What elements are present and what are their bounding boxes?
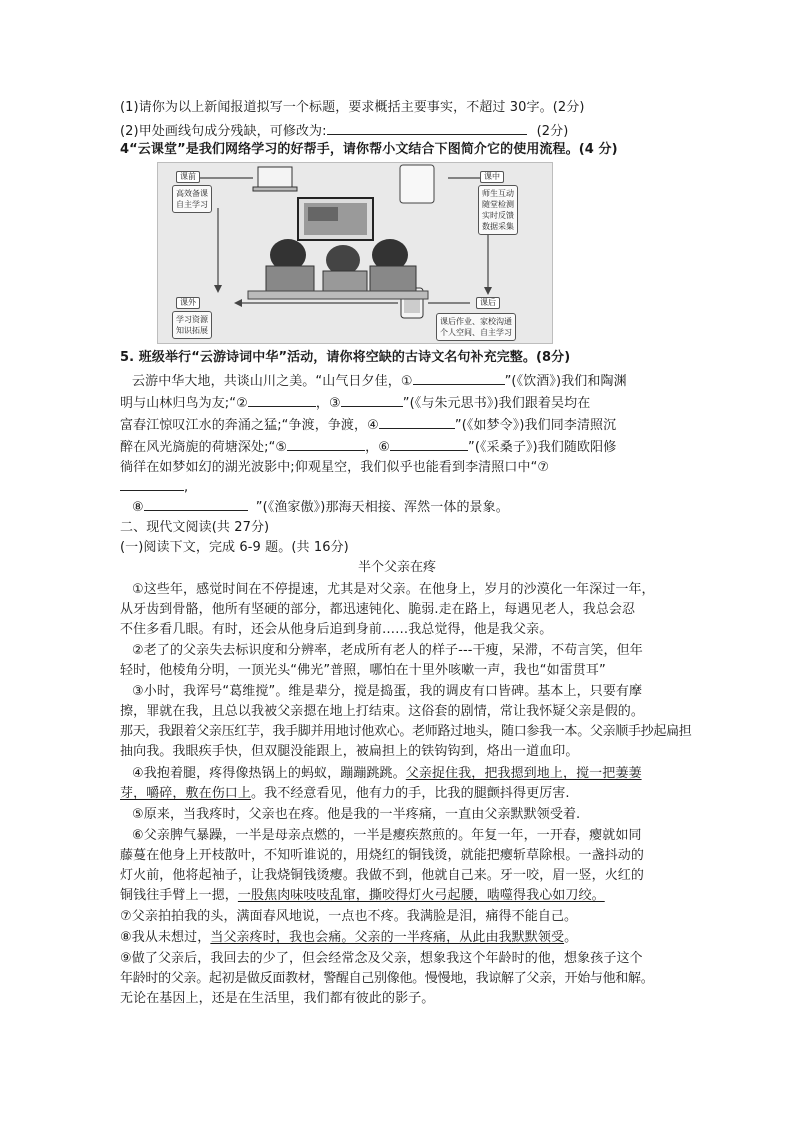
p4-underlined-b: 芽，嚼碎，敷在伤口上 <box>120 786 252 801</box>
q4-title: 4“云课堂”是我们网络学习的好帮手，请你帮小文结合下图简介它的使用流程。(4 分) <box>120 142 618 157</box>
q5-l1a: 云游中华大地，共谈山川之美。“山气日夕佳，① <box>132 374 413 389</box>
p6-underlined: 一股焦肉味吱吱乱窜，撕咬得灯火弓起腰，啮噬得我心如刀绞。 <box>237 888 605 903</box>
q5-l4c: ”(《采桑子》)我们随欧阳修 <box>468 440 617 455</box>
box-during-line2: 随堂检测 <box>482 200 514 209</box>
q5-line2 <box>120 392 590 414</box>
box-during-class <box>478 185 518 235</box>
section2-heading: 二、现代文阅读(共 27分) <box>120 520 270 535</box>
p4-underlined-a: 父亲捉住我，把我摁到地上，搅一把萋萋 <box>405 766 642 781</box>
answer-blank-6[interactable] <box>390 436 468 451</box>
q1-line2-score: (2分) <box>536 124 569 139</box>
q5-l4a: 醉在风光旖旎的荷塘深处;“⑤ <box>120 440 288 455</box>
q5-line1 <box>132 370 627 392</box>
box-after-line1: 课后作业、家校沟通 <box>440 317 512 326</box>
q5-l4b: ，⑥ <box>365 440 391 455</box>
box-extracurricular <box>172 311 212 339</box>
p6-line2: 藤蔓在他身上开枝散叶，不知听谁说的，用烧红的铜钱烫，就能把瘿斩草除根。一盏抖动的 <box>120 848 645 863</box>
p7-line1: ⑦父亲拍拍我的头，满面春风地说，一点也不疼。我满脸是泪，痛得不能自己。 <box>120 909 578 924</box>
q5-line6 <box>120 476 188 498</box>
arrowhead-down-right <box>484 287 492 295</box>
p3-line1: ③小时，我诨号“葛维搅”。维是辈分，搅是捣蛋，我的调皮有口皆碑。基本上，只要有摩 <box>132 684 643 699</box>
q1-line2 <box>120 120 568 142</box>
p3-line3: 那天，我跟着父亲压红芋，我手脚并用地讨他欢心。老师路过地头，随口参我一本。父亲顺手抄起扁担 <box>120 724 692 739</box>
answer-blank-5[interactable] <box>287 436 365 451</box>
p6-line4 <box>120 886 605 906</box>
p2-line2: 轻时，他棱角分明，一顶光头“佛光”普照，哪怕在十里外咳嗽一声，我也“如雷贯耳” <box>120 663 606 678</box>
classroom-screen-icon <box>298 198 373 240</box>
laptop-icon <box>253 167 297 191</box>
p9-line2: 年龄时的父亲。起初是做反面教材，警醒自己别像他。慢慢地，我谅解了父亲，开始与他和解。 <box>120 971 654 986</box>
box-before-line2: 自主学习 <box>176 200 208 209</box>
q5-l7a: ⑧ <box>132 500 144 515</box>
section2-sub: (一)阅读下文，完成 6-9 题。(共 16分) <box>120 540 349 555</box>
p9-line3: 无论在基因上，还是在生活里，我们都有彼此的影子。 <box>120 991 435 1006</box>
box-extra-line1: 学习资源 <box>176 315 208 324</box>
q5-l2b: ，③ <box>315 396 341 411</box>
q5-l3a: 富春江惊叹江水的奔涌之猛;“争渡，争渡，④ <box>120 418 379 433</box>
q5-l2a: 明与山林归鸟为友;“② <box>120 396 248 411</box>
q5-l2c: ”(《与朱元思书》)我们跟着吴均在 <box>402 396 591 411</box>
tag-during-class: 课中 <box>480 171 504 183</box>
p4-line2 <box>120 784 570 804</box>
p3-line4: 抽向我。我眼疾手快，但双腿没能跟上，被扁担上的铁钩钩到，烙出一道血印。 <box>120 744 579 759</box>
q5-line3 <box>120 414 616 436</box>
p5-line1: ⑤原来，当我疼时，父亲也在疼。他是我的一半疼痛，一直由父亲默默领受着. <box>132 807 581 822</box>
p8-line1 <box>120 928 577 948</box>
q1-line1: (1)请你为以上新闻报道拟写一个标题，要求概括主要事实，不超过 30字。(2分) <box>120 100 585 115</box>
p2-line1: ②老了的父亲失去标识度和分辨率，老成所有老人的样子---干瘦，呆滞，不苟言笑，但年 <box>132 643 643 658</box>
students-illustration <box>248 239 428 299</box>
answer-blank-3[interactable] <box>341 392 403 407</box>
q5-l6: , <box>184 480 189 495</box>
answer-blank-2[interactable] <box>248 392 316 407</box>
q5-line4 <box>120 436 616 458</box>
cloud-classroom-figure <box>157 162 553 344</box>
answer-blank-7[interactable] <box>120 476 184 491</box>
q5-line5: 徜徉在如梦如幻的湖光波影中;仰观星空，我们似乎也能看到李清照口中“⑦ <box>120 460 550 475</box>
article-title: 半个父亲在疼 <box>357 560 436 575</box>
p1-line2: 从牙齿到骨骼，他所有坚硬的部分，都迅速钝化、脆弱.走在路上，每遇见老人，我总会忍 <box>120 602 636 617</box>
p3-line2: 擦，罪就在我，且总以我被父亲摁在地上打结束。这俗套的剧情，常让我怀疑父亲是假的。 <box>120 704 645 719</box>
arrowhead-down-left <box>214 285 222 293</box>
tag-extracurricular: 课外 <box>176 297 200 309</box>
q5-l7b: ”(《渔家傲》)那海天相接、浑然一体的景象。 <box>255 500 509 515</box>
p6-line3: 灯火前，他将起袖子，让我烧铜钱烫瘿。我做不到，他就自己来。牙一咬，眉一竖，火红的 <box>120 868 645 883</box>
p8-underlined: 当父亲疼时，我也会痛。父亲的一半疼痛，从此由我默默领受 <box>210 930 565 945</box>
box-during-line3: 实时反馈 <box>482 211 514 220</box>
box-after-class <box>436 313 516 341</box>
box-before-class <box>172 185 212 213</box>
q5-l3b: ”(《如梦令》)我们同李清照沉 <box>454 418 617 433</box>
tablet-icon <box>400 165 434 203</box>
answer-blank-4[interactable] <box>379 414 455 429</box>
tag-before-class: 课前 <box>176 171 200 183</box>
box-after-line2: 个人空间、自主学习 <box>440 328 512 337</box>
p8-pre: ⑧我从未想过， <box>120 930 211 945</box>
p6-pre: 铜钱往手臂上一摁， <box>120 888 238 903</box>
p4-post: 。我不经意看见，他有力的手，比我的腿颤抖得更厉害. <box>251 786 570 801</box>
box-during-line1: 师生互动 <box>482 189 514 198</box>
p6-line1: ⑥父亲脾气暴躁，一半是母亲点燃的，一半是瘿疾熬煎的。年复一年，一开春，瘿就如同 <box>132 828 642 843</box>
arrowhead-left <box>234 299 242 307</box>
p4-line1 <box>132 764 642 784</box>
box-before-line1: 高效备课 <box>176 189 208 198</box>
p8-post: 。 <box>564 930 578 945</box>
q5-l1b: ”(《饮酒》)我们和陶渊 <box>504 374 627 389</box>
q5-title: 5. 班级举行“云游诗词中华”活动，请你将空缺的古诗文名句补充完整。(8分) <box>120 350 571 365</box>
q5-line7 <box>132 496 509 518</box>
box-extra-line2: 知识拓展 <box>176 326 208 335</box>
p1-line1: ①这些年，感觉时间在不停提速，尤其是对父亲。在他身上，岁月的沙漠化一年深过一年， <box>132 582 655 597</box>
answer-blank-1[interactable] <box>413 370 505 385</box>
p9-line1: ⑨做了父亲后，我回去的少了，但会经常念及父亲，想象我这个年龄时的他，想象孩子这个 <box>120 951 643 966</box>
q1-line2-text: (2)甲处画线句成分残缺，可修改为: <box>120 124 327 139</box>
tag-after-class: 课后 <box>476 297 500 309</box>
p4-pre: ④我抱着腿，疼得像热锅上的蚂蚁，蹦蹦跳跳。 <box>132 766 406 781</box>
answer-blank-8[interactable] <box>144 496 248 511</box>
p1-line3: 不住多看几眼。有时，还会从他身后追到身前……我总觉得，他是我父亲。 <box>120 622 553 637</box>
box-during-line4: 数据采集 <box>482 222 514 231</box>
answer-blank-q1-2[interactable] <box>327 120 527 135</box>
